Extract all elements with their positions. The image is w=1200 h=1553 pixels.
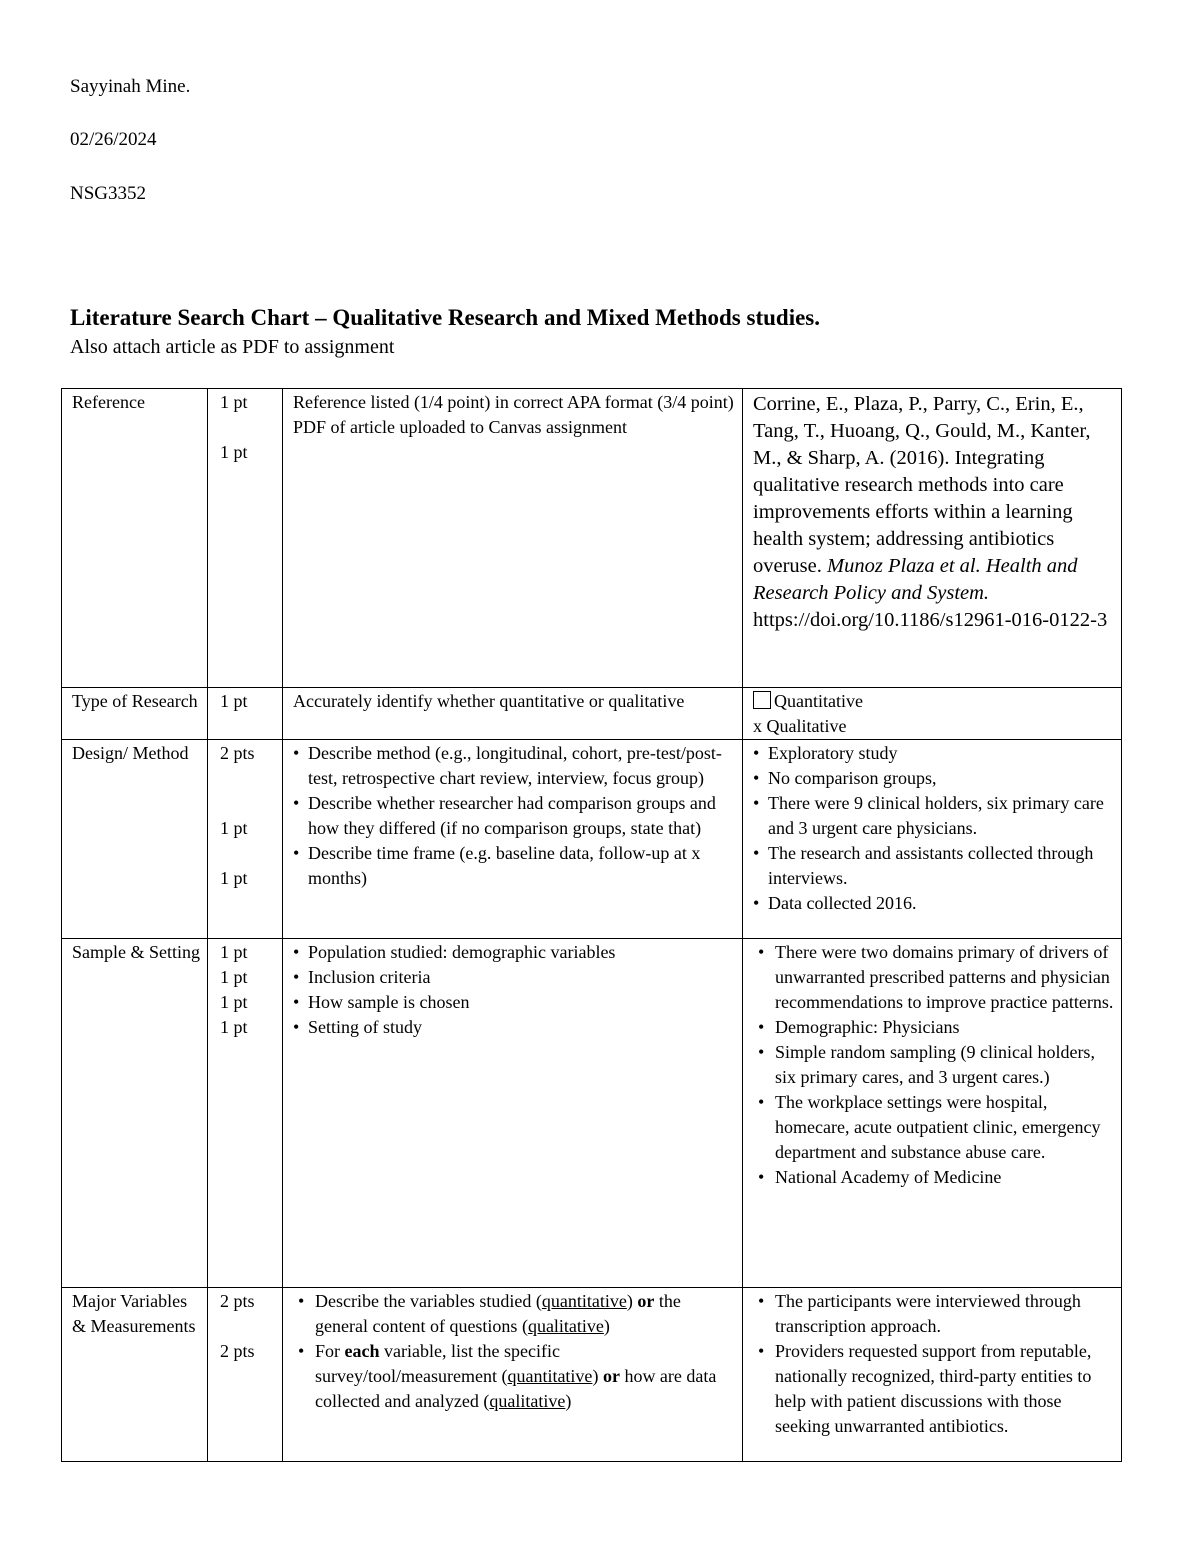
points-cell-reference <box>208 389 283 688</box>
list-item: • Inclusion criteria <box>293 965 736 990</box>
points-cell-type <box>208 688 283 740</box>
literature-search-table <box>61 388 1122 1462</box>
criteria-cell-sample <box>283 939 743 1288</box>
course-code: NSG3352 <box>70 183 147 204</box>
criteria-text: PDF of article uploaded to Canvas assignment <box>293 417 627 437</box>
points-cell-design <box>208 740 283 939</box>
points-value: 1 pt <box>220 392 248 412</box>
criteria-cell-type: Accurately identify whether quantitative or qualitative <box>283 688 743 740</box>
submission-date: 02/26/2024 <box>70 129 157 150</box>
list-item: • Describe method (e.g., longitudinal, cohort, pre-test/post-test, retrospective chart review, interview, focus group) <box>293 741 736 791</box>
points-value: 1 pt <box>220 967 248 987</box>
checkbox-icon[interactable] <box>753 691 771 709</box>
list-item: • The research and assistants collected through interviews. <box>753 841 1115 891</box>
points-value: 1 pt <box>220 942 248 962</box>
table-row-design <box>62 740 1122 939</box>
table-row-type <box>62 688 1122 740</box>
response-cell-reference <box>743 389 1122 688</box>
author-name: Sayyinah Mine. <box>70 76 191 97</box>
criteria-cell-design <box>283 740 743 939</box>
list-item: • Setting of study <box>293 1015 736 1040</box>
list-item: • National Academy of Medicine <box>753 1165 1115 1190</box>
criteria-text: Reference listed (1/4 point) in correct APA format (3/4 point) <box>293 392 734 412</box>
points-value: 1 pt <box>220 691 248 711</box>
list-item: • Demographic: Physicians <box>753 1015 1115 1040</box>
points-value: 1 pt <box>220 442 248 462</box>
response-cell-type <box>743 688 1122 740</box>
list-item: • Simple random sampling (9 clinical holders, six primary cares, and 3 urgent cares.) <box>753 1040 1115 1090</box>
list-item: • Data collected 2016. <box>753 891 1115 916</box>
option-quantitative[interactable] <box>753 689 1115 714</box>
points-cell-variables <box>208 1288 283 1462</box>
points-value: 2 pts <box>220 1341 255 1361</box>
list-item: • For each variable, list the specific survey/tool/measurement (quantitative) or how are data collected and analyzed (qualitative) <box>293 1339 736 1414</box>
table-row-sample <box>62 939 1122 1288</box>
points-value: 1 pt <box>220 1017 248 1037</box>
row-label-sample: Sample & Setting <box>62 939 208 1288</box>
points-value: 2 pts <box>220 1291 255 1311</box>
row-label-type: Type of Research <box>62 688 208 740</box>
option-qualitative: x Qualitative <box>753 716 847 736</box>
row-label-reference: Reference <box>62 389 208 688</box>
points-value: 1 pt <box>220 868 248 888</box>
list-item: • Providers requested support from reputable, nationally recognized, third-party entities to help with patient discussions with those seeking unwarranted antibiotics. <box>753 1339 1115 1439</box>
list-item: • Population studied: demographic variables <box>293 940 736 965</box>
list-item: • No comparison groups, <box>753 766 1115 791</box>
table-row-reference <box>62 389 1122 688</box>
list-item: • There were two domains primary of drivers of unwarranted prescribed patterns and physician recommendations to improve practice patterns. <box>753 940 1115 1015</box>
list-item: • The participants were interviewed through transcription approach. <box>753 1289 1115 1339</box>
criteria-cell-reference <box>283 389 743 688</box>
list-item: • Describe the variables studied (quantitative) or the general content of questions (qualitative) <box>293 1289 736 1339</box>
reference-source: Munoz Plaza et al. Health and Research Policy and System. <box>753 555 1078 604</box>
list-item: • Exploratory study <box>753 741 1115 766</box>
table-row-variables <box>62 1288 1122 1462</box>
document-subtitle: Also attach article as PDF to assignment <box>70 336 395 358</box>
points-value: 1 pt <box>220 818 248 838</box>
row-label-design: Design/ Method <box>62 740 208 939</box>
points-value: 2 pts <box>220 743 255 763</box>
apa-reference <box>753 390 1115 634</box>
list-item: • Describe time frame (e.g. baseline data, follow-up at x months) <box>293 841 736 891</box>
response-cell-variables <box>743 1288 1122 1462</box>
list-item: • There were 9 clinical holders, six primary care and 3 urgent care physicians. <box>753 791 1115 841</box>
points-cell-sample <box>208 939 283 1288</box>
points-value: 1 pt <box>220 992 248 1012</box>
reference-doi: https://doi.org/10.1186/s12961-016-0122-3 <box>753 609 1108 631</box>
reference-body: Corrine, E., Plaza, P., Parry, C., Erin, E., Tang, T., Huoang, Q., Gould, M., Kanter, M., & Sharp, A. (2016). Integrating qualitative research methods into care improvements efforts within a learning health system; addressing antibiotics overuse. <box>753 393 1091 577</box>
list-item: • The workplace settings were hospital, homecare, acute outpatient clinic, emergency department and substance abuse care. <box>753 1090 1115 1165</box>
list-item: • Describe whether researcher had comparison groups and how they differed (if no comparison groups, state that) <box>293 791 736 841</box>
response-cell-design <box>743 740 1122 939</box>
option-label: Quantitative <box>774 691 863 711</box>
document-title: Literature Search Chart – Qualitative Research and Mixed Methods studies. <box>70 305 821 330</box>
response-cell-sample <box>743 939 1122 1288</box>
list-item: • How sample is chosen <box>293 990 736 1015</box>
criteria-cell-variables <box>283 1288 743 1462</box>
row-label-variables: Major Variables & Measurements <box>62 1288 208 1462</box>
